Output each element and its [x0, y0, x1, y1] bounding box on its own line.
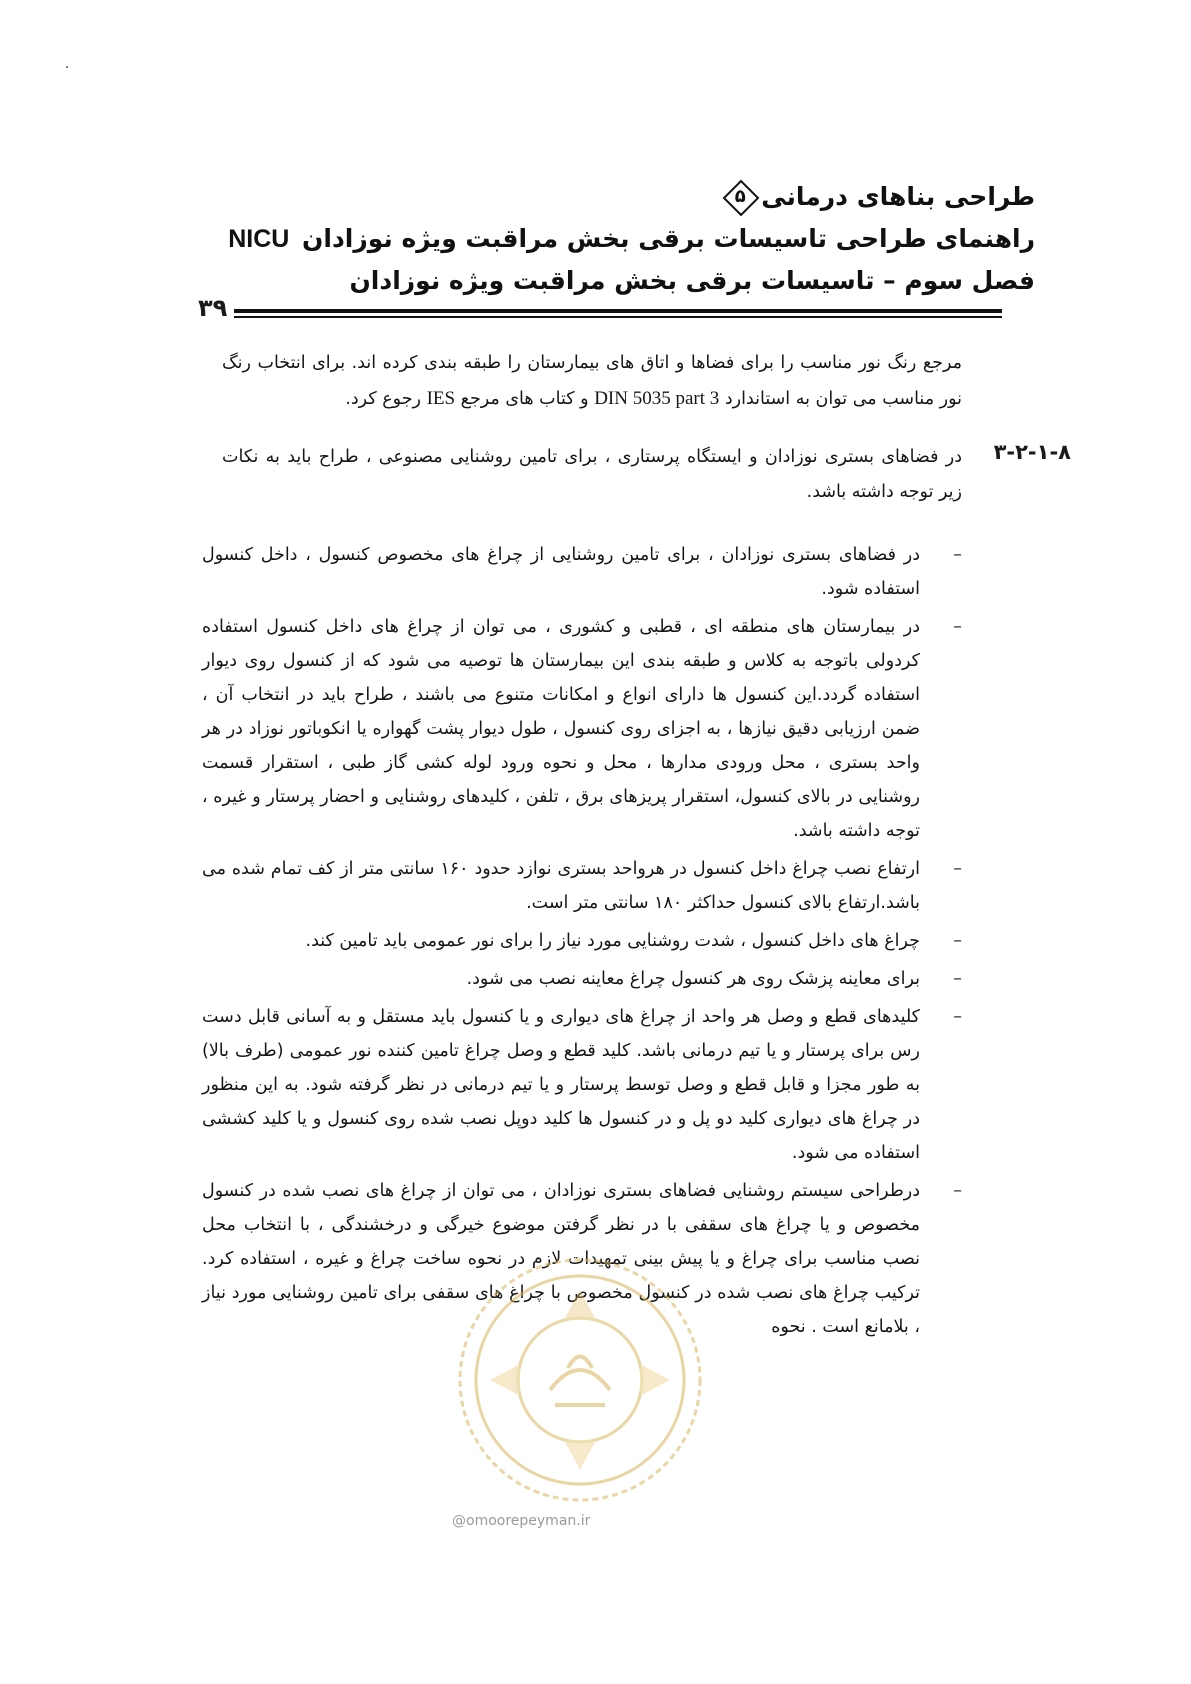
series-title: طراحی بناهای درمانی	[761, 182, 1035, 211]
bullet-dash-icon: –	[953, 545, 962, 565]
series-title-line	[215, 176, 1035, 218]
bullet-dash-icon: –	[953, 859, 962, 879]
header-rule-thick	[234, 309, 1002, 313]
page-number: ۳۹	[198, 294, 228, 322]
intro-text-1: مرجع رنگ نور مناسب را برای فضاها و اتاق های بیمارستان را طبقه بندی کرده اند. برای انتخاب رنگ نور مناسب می توان به استاندارد	[222, 353, 962, 409]
bullet-dash-icon: –	[953, 931, 962, 951]
list-item-text: ارتفاع نصب چراغ داخل کنسول در هرواحد بستری نوازد حدود ۱۶۰ سانتی متر از کف تمام شده می باشد.ارتفاع بالای کنسول حداکثر ۱۸۰ سانتی متر است.	[202, 859, 920, 913]
series-number-diamond	[725, 182, 755, 212]
bullet-dash-icon: –	[953, 969, 962, 989]
list-item	[202, 1174, 962, 1344]
series-number: ۵	[734, 186, 746, 207]
list-item-text: در بیمارستان های منطقه ای ، قطبی و کشوری ، می توان از چراغ های داخل کنسول استفاده کردولی باتوجه به کلاس و طبقه بندی این بیمارستان ها توصیه می شود که از کنسول روی دیوار استفاده گردد.این کنسول ها دارای انواع و امکانات متنوع می باشند ، طراح باید در انتخاب آن ، ضمن ارزیابی دقیق نیازها ، به اجزای روی کنسول ، طول دیوار پشت گهواره یا انکوباتور نوزاد در هر واحد بستری ، محل ورودی مدارها ، محل و نحوه ورود لوله کشی گاز طبی ، استقرار قسمت روشنایی در بالای کنسول، استقرار پریزهای برق ، تلفن ، کلیدهای روشنایی و احضار پرستار و غیره ، توجه داشته باشد.	[202, 617, 920, 841]
list-item-text: کلیدهای قطع و وصل هر واحد از چراغ های دیواری و یا کنسول باید مستقل و به آسانی قابل دست رس برای پرستار و یا تیم درمانی باشد. کلید قطع و وصل چراغ تامین کننده نور عمومی (طرف بالا) به طور مجزا و قابل قطع و وصل توسط پرستار و یا تیم درمانی در نظر گرفته شود. به این منظور در چراغ های دیواری کلید دو پل و در کنسول ها کلید دوپل نصب شده روی کنسول و یا کلید کششی استفاده می شود.	[202, 1007, 920, 1163]
chapter-title-line	[215, 260, 1035, 302]
watermark-url: @omoorepeyman.ir	[452, 1513, 591, 1529]
bullet-dash-icon: –	[953, 617, 962, 637]
list-item-text: در فضاهای بستری نوزادان ، برای تامین روشنایی از چراغ های مخصوص کنسول ، داخل کنسول استفاده شود.	[202, 545, 920, 599]
series-title-wrap	[725, 176, 1035, 218]
list-item	[202, 538, 962, 606]
list-item	[202, 924, 962, 958]
list-item	[202, 852, 962, 920]
header-rule-thin	[234, 316, 1002, 318]
page-header	[215, 176, 1035, 302]
guide-title-line	[215, 218, 1035, 260]
reference-name: IES	[426, 388, 456, 409]
intro-paragraph	[222, 346, 962, 417]
bullet-list	[202, 538, 962, 1348]
standard-name: DIN 5035 part 3	[594, 388, 720, 409]
list-item-text: درطراحی سیستم روشنایی فضاهای بستری نوزادان ، می توان از چراغ های نصب شده در کنسول مخصوص و یا چراغ های سقفی با در نظر گرفتن موضوع خیرگی و درخشندگی ، با انتخاب محل نصب مناسب برای چراغ و یا پیش بینی تمهیدات لازم در نحوه ساخت چراغ و غیره ، استفاده کرد. ترکیب چراغ های نصب شده در کنسول مخصوص با چراغ های سقفی برای تامین روشنایی مورد نیاز ، بلامانع است . نحوه	[202, 1181, 920, 1337]
section-paragraph: در فضاهای بستری نوزادان و ایستگاه پرستاری ، برای تامین روشنایی مصنوعی ، طراح باید به نکات زیر توجه داشته باشد.	[222, 447, 962, 502]
chapter-title: فصل سوم – تاسیسات برقی بخش مراقبت ویژه نوزادان	[349, 266, 1035, 295]
guide-title: راهنمای طراحی تاسیسات برقی بخش مراقبت ویژه نوزادان	[302, 224, 1035, 253]
list-item	[202, 962, 962, 996]
intro-text-3: رجوع کرد.	[345, 389, 421, 409]
bullet-dash-icon: –	[953, 1007, 962, 1027]
scan-speck	[66, 66, 68, 68]
list-item	[202, 1000, 962, 1170]
list-item-text: برای معاینه پزشک روی هر کنسول چراغ معاینه نصب می شود.	[466, 969, 920, 989]
section-number: ۳-۲-۱-۸	[993, 440, 1071, 464]
guide-title-latin: NICU	[228, 225, 290, 253]
bullet-dash-icon: –	[953, 1181, 962, 1201]
list-item	[202, 610, 962, 848]
list-item-text: چراغ های داخل کنسول ، شدت روشنایی مورد نیاز را برای نور عمومی باید تامین کند.	[305, 931, 920, 951]
intro-text-2: و کتاب های مرجع	[460, 389, 589, 409]
